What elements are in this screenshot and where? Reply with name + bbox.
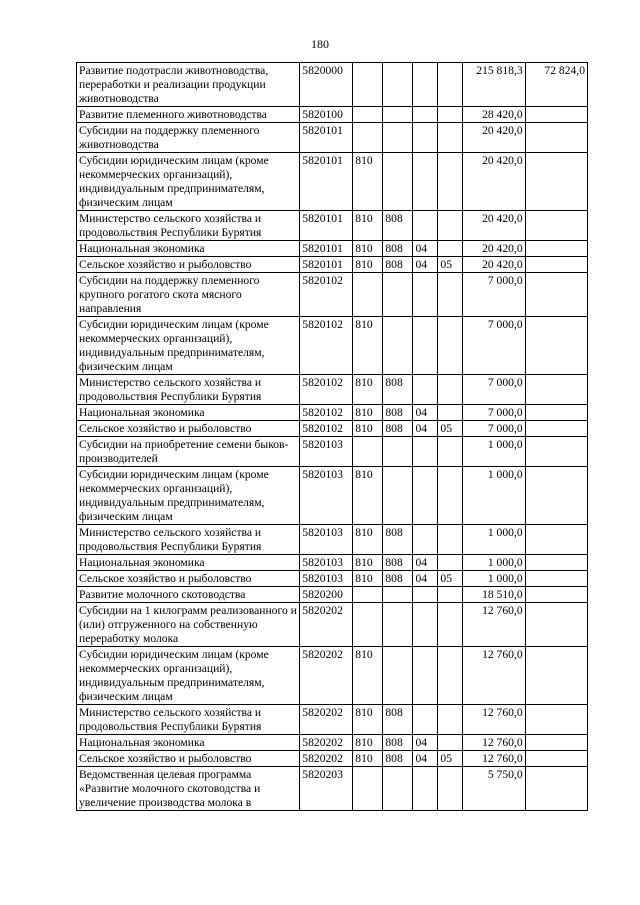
row-department: 808	[383, 421, 413, 437]
table-row	[77, 63, 588, 107]
row-name: Сельское хозяйство и рыболовство	[77, 421, 300, 437]
table-row	[77, 603, 588, 647]
row-expense-type	[353, 107, 383, 123]
row-code: 5820202	[300, 751, 353, 767]
row-section	[413, 467, 438, 525]
row-subsection: 05	[438, 571, 463, 587]
row-amount-extra	[525, 405, 587, 421]
table-row	[77, 375, 588, 405]
row-expense-type: 810	[353, 705, 383, 735]
row-name: Субсидии юридическим лицам (кроме некоммерческих организаций), индивидуальным предпринимателям, физическим лицам	[77, 317, 300, 375]
row-name: Сельское хозяйство и рыболовство	[77, 751, 300, 767]
row-subsection	[438, 437, 463, 467]
row-department	[383, 273, 413, 317]
row-code: 5820202	[300, 705, 353, 735]
row-department	[383, 767, 413, 811]
row-code: 5820102	[300, 405, 353, 421]
row-section	[413, 437, 438, 467]
row-name: Национальная экономика	[77, 405, 300, 421]
row-name: Ведомственная целевая программа «Развитие молочного скотоводства и увеличение производства молока в	[77, 767, 300, 811]
table-row	[77, 437, 588, 467]
row-name: Министерство сельского хозяйства и продовольствия Республики Бурятия	[77, 375, 300, 405]
row-code: 5820202	[300, 603, 353, 647]
row-amount: 5 750,0	[463, 767, 525, 811]
row-amount: 7 000,0	[463, 375, 525, 405]
row-department: 808	[383, 525, 413, 555]
row-expense-type: 810	[353, 467, 383, 525]
row-department: 808	[383, 571, 413, 587]
row-department: 808	[383, 211, 413, 241]
row-expense-type: 810	[353, 153, 383, 211]
row-section	[413, 123, 438, 153]
row-amount: 12 760,0	[463, 603, 525, 647]
table-row	[77, 405, 588, 421]
row-expense-type: 810	[353, 405, 383, 421]
row-expense-type: 810	[353, 375, 383, 405]
row-section: 04	[413, 751, 438, 767]
row-section	[413, 375, 438, 405]
table-row	[77, 525, 588, 555]
row-name: Сельское хозяйство и рыболовство	[77, 571, 300, 587]
row-department	[383, 153, 413, 211]
row-section: 04	[413, 735, 438, 751]
row-code: 5820103	[300, 467, 353, 525]
row-name: Сельское хозяйство и рыболовство	[77, 257, 300, 273]
row-section	[413, 273, 438, 317]
row-subsection: 05	[438, 421, 463, 437]
row-amount: 28 420,0	[463, 107, 525, 123]
row-code: 5820202	[300, 647, 353, 705]
row-amount-extra	[525, 153, 587, 211]
row-department	[383, 107, 413, 123]
row-expense-type: 810	[353, 241, 383, 257]
row-expense-type: 810	[353, 211, 383, 241]
row-name: Субсидии юридическим лицам (кроме некоммерческих организаций), индивидуальным предпринимателям, физическим лицам	[77, 153, 300, 211]
table-row	[77, 467, 588, 525]
row-code: 5820102	[300, 273, 353, 317]
table-row	[77, 211, 588, 241]
row-amount-extra	[525, 571, 587, 587]
row-section	[413, 647, 438, 705]
row-subsection	[438, 375, 463, 405]
row-department	[383, 603, 413, 647]
row-amount-extra	[525, 525, 587, 555]
row-subsection	[438, 273, 463, 317]
table-body	[77, 63, 588, 811]
row-department: 808	[383, 241, 413, 257]
row-amount: 20 420,0	[463, 153, 525, 211]
row-amount-extra	[525, 257, 587, 273]
row-subsection	[438, 705, 463, 735]
row-amount: 1 000,0	[463, 525, 525, 555]
table-row	[77, 123, 588, 153]
row-subsection	[438, 525, 463, 555]
row-section	[413, 153, 438, 211]
row-subsection	[438, 317, 463, 375]
row-code: 5820203	[300, 767, 353, 811]
row-amount-extra	[525, 767, 587, 811]
row-amount: 1 000,0	[463, 555, 525, 571]
row-subsection	[438, 153, 463, 211]
row-section: 04	[413, 555, 438, 571]
row-expense-type: 810	[353, 571, 383, 587]
row-amount: 20 420,0	[463, 211, 525, 241]
row-amount: 20 420,0	[463, 241, 525, 257]
row-amount: 1 000,0	[463, 437, 525, 467]
table-row	[77, 555, 588, 571]
row-subsection	[438, 555, 463, 571]
row-section: 04	[413, 257, 438, 273]
row-section	[413, 107, 438, 123]
row-subsection	[438, 603, 463, 647]
row-expense-type	[353, 63, 383, 107]
row-section	[413, 63, 438, 107]
row-code: 5820103	[300, 571, 353, 587]
table-row	[77, 751, 588, 767]
row-expense-type: 810	[353, 317, 383, 375]
row-department	[383, 647, 413, 705]
table-row	[77, 767, 588, 811]
row-name: Субсидии на 1 килограмм реализованного и (или) отгруженного на собственную переработку молока	[77, 603, 300, 647]
row-name: Министерство сельского хозяйства и продовольствия Республики Бурятия	[77, 705, 300, 735]
row-code: 5820200	[300, 587, 353, 603]
row-amount: 7 000,0	[463, 273, 525, 317]
row-code: 5820101	[300, 241, 353, 257]
row-amount-extra	[525, 273, 587, 317]
row-code: 5820101	[300, 211, 353, 241]
row-department	[383, 317, 413, 375]
row-expense-type	[353, 767, 383, 811]
row-subsection	[438, 467, 463, 525]
row-section: 04	[413, 241, 438, 257]
row-section	[413, 603, 438, 647]
row-amount: 215 818,3	[463, 63, 525, 107]
row-amount-extra	[525, 647, 587, 705]
table-row	[77, 587, 588, 603]
row-subsection	[438, 63, 463, 107]
row-code: 5820101	[300, 123, 353, 153]
row-section	[413, 705, 438, 735]
row-amount: 12 760,0	[463, 647, 525, 705]
row-name: Субсидии юридическим лицам (кроме некоммерческих организаций), индивидуальным предпринимателям, физическим лицам	[77, 647, 300, 705]
table-row	[77, 153, 588, 211]
row-name: Субсидии на приобретение семени быков-производителей	[77, 437, 300, 467]
row-name: Субсидии юридическим лицам (кроме некоммерческих организаций), индивидуальным предпринимателям, физическим лицам	[77, 467, 300, 525]
row-section	[413, 317, 438, 375]
row-expense-type	[353, 587, 383, 603]
row-amount: 7 000,0	[463, 421, 525, 437]
row-expense-type: 810	[353, 257, 383, 273]
table-row	[77, 571, 588, 587]
row-department	[383, 587, 413, 603]
row-amount-extra	[525, 437, 587, 467]
row-name: Министерство сельского хозяйства и продовольствия Республики Бурятия	[77, 211, 300, 241]
row-department	[383, 63, 413, 107]
row-amount: 1 000,0	[463, 467, 525, 525]
row-expense-type: 810	[353, 751, 383, 767]
row-subsection	[438, 767, 463, 811]
row-subsection: 05	[438, 751, 463, 767]
row-amount-extra	[525, 421, 587, 437]
row-department: 808	[383, 735, 413, 751]
row-name: Министерство сельского хозяйства и продовольствия Республики Бурятия	[77, 525, 300, 555]
row-amount-extra	[525, 123, 587, 153]
row-code: 5820202	[300, 735, 353, 751]
table-row	[77, 241, 588, 257]
row-amount-extra	[525, 705, 587, 735]
row-amount: 18 510,0	[463, 587, 525, 603]
row-department	[383, 123, 413, 153]
row-section: 04	[413, 405, 438, 421]
row-code: 5820102	[300, 317, 353, 375]
row-subsection	[438, 241, 463, 257]
page-number: 180	[311, 37, 329, 51]
row-code: 5820103	[300, 437, 353, 467]
table-row	[77, 647, 588, 705]
row-department: 808	[383, 405, 413, 421]
row-amount-extra	[525, 751, 587, 767]
row-amount: 1 000,0	[463, 571, 525, 587]
row-department: 808	[383, 555, 413, 571]
row-amount-extra	[525, 587, 587, 603]
row-amount-extra	[525, 375, 587, 405]
row-department: 808	[383, 705, 413, 735]
row-code: 5820101	[300, 257, 353, 273]
table-row	[77, 273, 588, 317]
row-section: 04	[413, 421, 438, 437]
row-amount: 7 000,0	[463, 317, 525, 375]
row-department: 808	[383, 375, 413, 405]
row-amount: 12 760,0	[463, 705, 525, 735]
row-amount-extra	[525, 555, 587, 571]
row-name: Национальная экономика	[77, 555, 300, 571]
row-department: 808	[383, 751, 413, 767]
row-amount-extra	[525, 241, 587, 257]
row-code: 5820103	[300, 525, 353, 555]
row-department	[383, 467, 413, 525]
row-amount-extra	[525, 107, 587, 123]
row-subsection	[438, 647, 463, 705]
row-name: Национальная экономика	[77, 735, 300, 751]
row-expense-type	[353, 123, 383, 153]
row-subsection	[438, 735, 463, 751]
row-subsection	[438, 123, 463, 153]
row-department: 808	[383, 257, 413, 273]
row-code: 5820100	[300, 107, 353, 123]
row-expense-type: 810	[353, 421, 383, 437]
row-subsection	[438, 405, 463, 421]
row-code: 5820102	[300, 421, 353, 437]
row-amount-extra	[525, 211, 587, 241]
table-row	[77, 421, 588, 437]
row-section	[413, 211, 438, 241]
row-section	[413, 767, 438, 811]
row-amount: 7 000,0	[463, 405, 525, 421]
table-row	[77, 107, 588, 123]
row-section	[413, 587, 438, 603]
row-code: 5820103	[300, 555, 353, 571]
row-name: Национальная экономика	[77, 241, 300, 257]
row-subsection: 05	[438, 257, 463, 273]
row-amount: 20 420,0	[463, 123, 525, 153]
budget-table	[76, 62, 588, 811]
table-row	[77, 705, 588, 735]
row-expense-type	[353, 437, 383, 467]
row-code: 5820102	[300, 375, 353, 405]
row-code: 5820000	[300, 63, 353, 107]
row-expense-type	[353, 603, 383, 647]
row-expense-type: 810	[353, 647, 383, 705]
row-subsection	[438, 587, 463, 603]
row-section: 04	[413, 571, 438, 587]
row-code: 5820101	[300, 153, 353, 211]
row-expense-type	[353, 273, 383, 317]
row-subsection	[438, 211, 463, 241]
row-subsection	[438, 107, 463, 123]
row-amount-extra	[525, 317, 587, 375]
row-section	[413, 525, 438, 555]
row-amount-extra	[525, 467, 587, 525]
row-expense-type: 810	[353, 735, 383, 751]
row-amount: 20 420,0	[463, 257, 525, 273]
row-department	[383, 437, 413, 467]
row-amount: 12 760,0	[463, 735, 525, 751]
row-name: Развитие племенного животноводства	[77, 107, 300, 123]
table-row	[77, 257, 588, 273]
row-amount: 12 760,0	[463, 751, 525, 767]
row-expense-type: 810	[353, 525, 383, 555]
row-name: Субсидии на поддержку племенного крупного рогатого скота мясного направления	[77, 273, 300, 317]
row-amount-extra: 72 824,0	[525, 63, 587, 107]
row-name: Субсидии на поддержку племенного животноводства	[77, 123, 300, 153]
row-name: Развитие молочного скотоводства	[77, 587, 300, 603]
table-row	[77, 735, 588, 751]
row-amount-extra	[525, 735, 587, 751]
row-name: Развитие подотрасли животноводства, переработки и реализации продукции животноводства	[77, 63, 300, 107]
table-row	[77, 317, 588, 375]
row-expense-type: 810	[353, 555, 383, 571]
row-amount-extra	[525, 603, 587, 647]
